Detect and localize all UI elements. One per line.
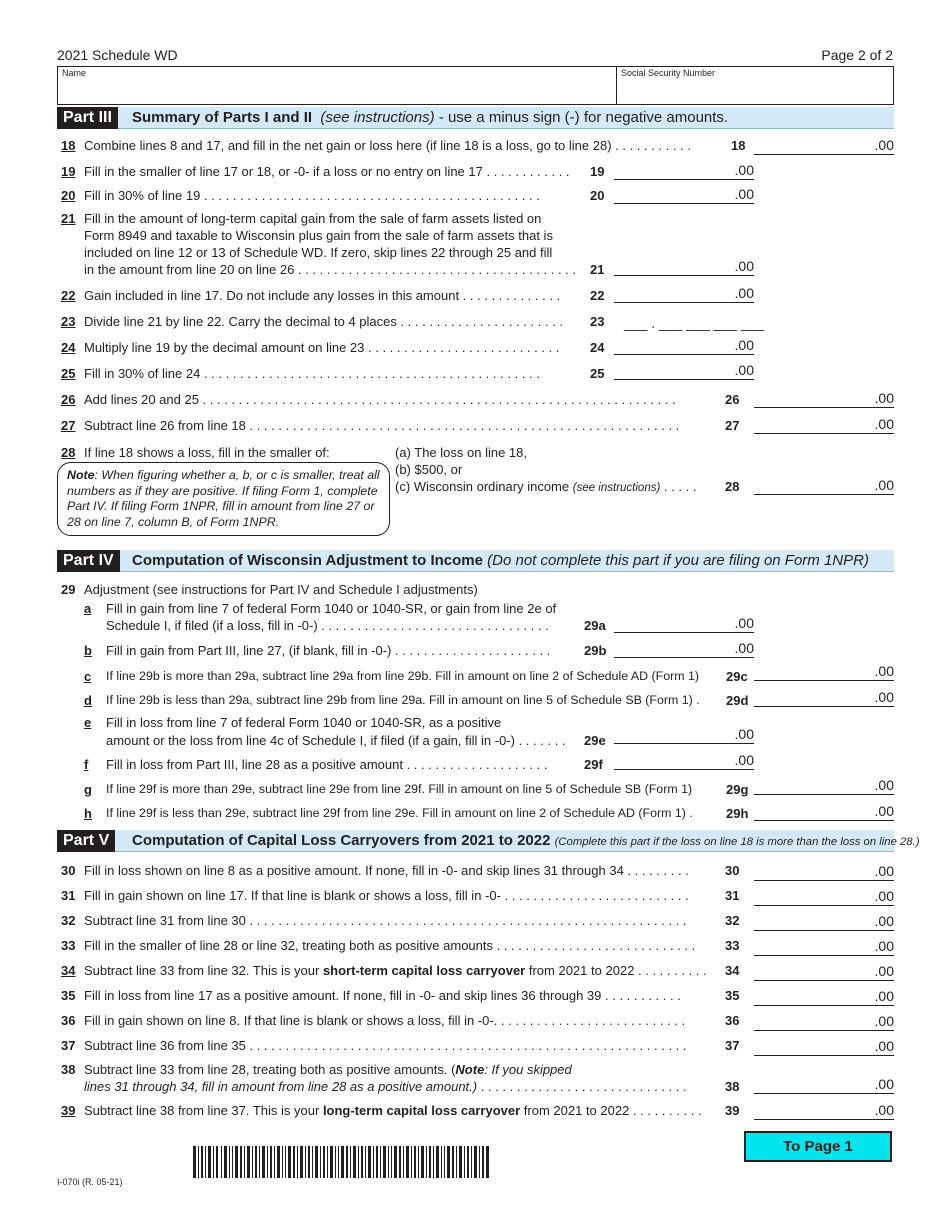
line-35-num: 35 — [61, 988, 76, 1003]
line-39-num: 39 — [61, 1103, 76, 1118]
line-27-text: Subtract line 26 from line 18 . . . . . . . . . . . . . . . . . . . . . . . . . . . . . . . . . . . . . . . . . . . . . . . . . . . . . . . . . . . . — [84, 418, 680, 433]
line-29f-letter: f — [84, 757, 89, 772]
line-29b-ref: 29b — [584, 643, 607, 658]
line-18-field[interactable]: .00 — [754, 137, 894, 155]
note-text: : When figuring whether a, b, or c is smaller, treat all numbers as if they are positive. If filing Form 1, complete Part IV. If filing Form 1NPR, fill in amount from line 27 or 28 on line 7, column B, of Form 1NPR. — [67, 468, 380, 529]
line-25-ref: 25 — [590, 366, 605, 381]
line-31-field[interactable]: .00 — [754, 888, 894, 906]
line-32-field[interactable]: .00 — [754, 913, 894, 931]
line-29a-text-2: Schedule I, if filed (if a loss, fill in -0-) . . . . . . . . . . . . . . . . . . . . . . . . . . . . . . . . — [106, 618, 549, 633]
line-38-field[interactable]: .00 — [754, 1076, 894, 1094]
line-35-text: Fill in loss from line 17 as a positive amount. If none, fill in -0- and skip lines 36 through 39 . . . . . . . . . . . — [84, 988, 681, 1003]
line-33-field[interactable]: .00 — [754, 938, 894, 956]
line-29f-text: Fill in loss from Part III, line 28 as a positive amount . . . . . . . . . . . . . . . . . . . . — [106, 757, 548, 772]
line-34-field[interactable]: .00 — [754, 963, 894, 981]
line-20-text: Fill in 30% of line 19 . . . . . . . . . . . . . . . . . . . . . . . . . . . . . . . . . . . . . . . . . . . . . . . — [84, 188, 540, 203]
to-page-1-button[interactable]: To Page 1 — [744, 1131, 892, 1162]
line-29g-field[interactable]: .00 — [754, 777, 894, 795]
line-28-num: 28 — [61, 445, 76, 460]
part3-header — [57, 107, 894, 129]
line-28-option-c: (c) Wisconsin ordinary income (see instructions) . . . . . — [395, 479, 697, 494]
line-23-text: Divide line 21 by line 22. Carry the decimal to 4 places . . . . . . . . . . . . . . . . . . . . . . . — [84, 314, 564, 329]
line-29d-letter: d — [84, 693, 92, 708]
line-20-num: 20 — [61, 188, 76, 203]
form-id: I-070i (R. 05-21) — [57, 1177, 123, 1187]
line-29-text: Adjustment (see instructions for Part IV and Schedule I adjustments) — [84, 582, 478, 597]
line-28-option-b: (b) $500, or — [395, 462, 463, 477]
line-22-num: 22 — [61, 288, 76, 303]
line-22-text: Gain included in line 17. Do not include any losses in this amount . . . . . . . . . . . . . . — [84, 288, 561, 303]
line-29-num: 29 — [61, 582, 76, 597]
line-19-ref: 19 — [590, 164, 605, 179]
line-28-field[interactable]: .00 — [754, 477, 894, 495]
line-29b-letter: b — [84, 643, 92, 658]
line-31-text: Fill in gain shown on line 17. If that line is blank or shows a loss, fill in -0- . . . . . . . . . . . . . . . . . . . . . . . . . . — [84, 888, 689, 903]
line-38-ref: 38 — [725, 1079, 740, 1094]
line-25-field[interactable]: .00 — [614, 362, 754, 380]
line-37-field[interactable]: .00 — [754, 1038, 894, 1056]
ssn-label: Social Security Number — [621, 68, 716, 78]
line-37-text: Subtract line 36 from line 35 . . . . . . . . . . . . . . . . . . . . . . . . . . . . . . . . . . . . . . . . . . . . . . . . . . . . . . . . . . . . . — [84, 1038, 687, 1053]
line-32-num: 32 — [61, 913, 76, 928]
line-29g-letter: g — [84, 782, 92, 797]
line-29e-text-2: amount or the loss from line 4c of Schedule I, if filed (if a gain, fill in -0-) . . . . . . . — [106, 733, 566, 748]
line-24-field[interactable]: .00 — [614, 337, 754, 355]
line-30-num: 30 — [61, 863, 76, 878]
line-22-ref: 22 — [590, 288, 605, 303]
line-30-text: Fill in loss shown on line 8 as a positive amount. If none, fill in -0- and skip lines 31 through 34 . . . . . . . . . — [84, 863, 689, 878]
line-29a-letter: a — [84, 601, 92, 616]
line-35-field[interactable]: .00 — [754, 988, 894, 1006]
line-29e-field[interactable]: .00 — [614, 726, 754, 744]
line-39-field[interactable]: .00 — [754, 1102, 894, 1120]
line-21-text-3: included on line 12 or 13 of Schedule WD. If zero, skip lines 22 through 25 and fill — [84, 245, 553, 260]
line-29d-ref: 29d — [726, 693, 749, 708]
part3-subtitle: (see instructions) — [320, 109, 435, 126]
line-18-num: 18 — [61, 138, 76, 153]
line-21-num: 21 — [61, 211, 76, 226]
line-34-text: Subtract line 33 from line 32. This is your short-term capital loss carryover from 2021 to 2022 . . . . . . . . . . — [84, 963, 707, 978]
line-20-ref: 20 — [590, 188, 605, 203]
line-29h-letter: h — [84, 806, 92, 821]
barcode-icon — [193, 1146, 489, 1178]
line-27-ref: 27 — [725, 418, 740, 433]
line-27-num: 27 — [61, 418, 76, 433]
line-26-ref: 26 — [725, 392, 740, 407]
line-39-ref: 39 — [725, 1103, 740, 1118]
line-24-num: 24 — [61, 340, 76, 355]
part3-title: Summary of Parts I and II — [132, 109, 313, 126]
part3-tag: Part III — [57, 107, 118, 129]
line-29b-text: Fill in gain from Part III, line 27, (if blank, fill in -0-) . . . . . . . . . . . . . . . . . . . . . . — [106, 643, 551, 658]
part5-header — [57, 830, 920, 852]
line-28-ref: 28 — [725, 479, 740, 494]
line-21-text-4: in the amount from line 20 on line 26 . . . . . . . . . . . . . . . . . . . . . . . . . . . . . . . . . . . . . . . — [84, 262, 577, 277]
line-25-num: 25 — [61, 366, 76, 381]
line-28-text: If line 18 shows a loss, fill in the smaller of: — [84, 445, 330, 460]
line-36-ref: 36 — [725, 1013, 740, 1028]
line-19-field[interactable]: .00 — [614, 162, 754, 180]
part5-title: Computation of Capital Loss Carryovers from 2021 to 2022 — [132, 832, 551, 849]
line-27-field[interactable]: .00 — [754, 416, 894, 434]
line-21-text-1: Fill in the amount of long-term capital gain from the sale of farm assets listed on — [84, 211, 542, 226]
part3-desc: - use a minus sign (-) for negative amounts. — [438, 109, 729, 126]
line-29g-text: If line 29f is more than 29e, subtract line 29e from line 29f. Fill in amount on line 5 of Schedule SB (Form 1) — [106, 782, 693, 796]
line-36-field[interactable]: .00 — [754, 1013, 894, 1031]
line-29c-ref: 29c — [726, 669, 748, 684]
name-ssn-box — [57, 66, 894, 105]
line-29c-field[interactable]: .00 — [754, 663, 894, 681]
line-29f-ref: 29f — [584, 757, 603, 772]
line-37-ref: 37 — [725, 1038, 740, 1053]
part5-tag: Part V — [57, 830, 115, 852]
line-38-text-2: lines 31 through 34, fill in amount from line 28 as a positive amount.) . . . . . . . . . . . . . . . . . . . . . . . . . . . . . — [84, 1079, 687, 1094]
line-34-ref: 34 — [725, 963, 740, 978]
line-37-num: 37 — [61, 1038, 76, 1053]
line-33-ref: 33 — [725, 938, 740, 953]
line-23-ref: 23 — [590, 314, 605, 329]
line-23-decimal-field[interactable]: ___ . ___ ___ ___ ___ — [624, 315, 765, 331]
line-29d-field[interactable]: .00 — [754, 689, 894, 707]
line-30-ref: 30 — [725, 863, 740, 878]
line-38-num: 38 — [61, 1062, 76, 1077]
line-30-field[interactable]: .00 — [754, 863, 894, 881]
line-21-text-2: Form 8949 and taxable to Wisconsin plus gain from the sale of farm assets that is — [84, 228, 553, 243]
line-36-num: 36 — [61, 1013, 76, 1028]
line-20-field[interactable]: .00 — [614, 186, 754, 204]
line-29b-field[interactable]: .00 — [614, 640, 754, 658]
part5-desc: (Complete this part if the loss on line 18 is more than the loss on line 28.) — [554, 836, 920, 848]
line-19-text: Fill in the smaller of line 17 or 18, or -0- if a loss or no entry on line 17 . . . . . . . . . . . . — [84, 164, 570, 179]
part4-tag: Part IV — [57, 550, 120, 572]
line-23-num: 23 — [61, 314, 76, 329]
form-title: 2021 Schedule WD — [57, 47, 178, 63]
line-35-ref: 35 — [725, 988, 740, 1003]
line-24-ref: 24 — [590, 340, 605, 355]
line-36-text: Fill in gain shown on line 8. If that line is blank or shows a loss, fill in -0-. . . . . . . . . . . . . . . . . . . . . . . . . . . — [84, 1013, 686, 1028]
line-29a-text-1: Fill in gain from line 7 of federal Form 1040 or 1040-SR, or gain from line 2e of — [106, 601, 557, 616]
part4-desc: (Do not complete this part if you are filing on Form 1NPR) — [487, 552, 869, 569]
line-29h-text: If line 29f is less than 29e, subtract line 29f from line 29e. Fill in amount on line 2 of Schedule AD (Form 1) . — [106, 806, 693, 820]
line-33-text: Fill in the smaller of line 28 or line 32, treating both as positive amounts . . . . . . . . . . . . . . . . . . . . . . . . . . . . — [84, 938, 696, 953]
line-29a-ref: 29a — [584, 618, 606, 633]
name-label: Name — [62, 68, 87, 78]
page-number: Page 2 of 2 — [821, 47, 893, 63]
line-31-ref: 31 — [725, 888, 740, 903]
line-29e-letter: e — [84, 715, 92, 730]
line-32-text: Subtract line 31 from line 30 . . . . . . . . . . . . . . . . . . . . . . . . . . . . . . . . . . . . . . . . . . . . . . . . . . . . . . . . . . . . . — [84, 913, 687, 928]
line-22-field[interactable]: .00 — [614, 285, 754, 303]
line-19-num: 19 — [61, 164, 76, 179]
line-32-ref: 32 — [725, 913, 740, 928]
line-29c-letter: c — [84, 669, 92, 684]
line-26-text: Add lines 20 and 25 . . . . . . . . . . . . . . . . . . . . . . . . . . . . . . . . . . . . . . . . . . . . . . . . . . . . . . . . . . . . . . . . . . — [84, 392, 676, 407]
line-29g-ref: 29g — [726, 782, 749, 797]
line-38-text-1: Subtract line 33 from line 28, treating both as positive amounts. (Note: If you skipped — [84, 1062, 572, 1077]
line-29h-field[interactable]: .00 — [754, 803, 894, 821]
line-31-num: 31 — [61, 888, 76, 903]
line-29a-field[interactable]: .00 — [614, 615, 754, 633]
line-25-text: Fill in 30% of line 24 . . . . . . . . . . . . . . . . . . . . . . . . . . . . . . . . . . . . . . . . . . . . . . . — [84, 366, 540, 381]
line-26-field[interactable]: .00 — [754, 390, 894, 408]
line-29f-field[interactable]: .00 — [614, 752, 754, 770]
line-21-field[interactable]: .00 — [614, 258, 754, 276]
line-29h-ref: 29h — [726, 806, 749, 821]
line-28-option-a: (a) The loss on line 18, — [395, 445, 527, 460]
part4-title: Computation of Wisconsin Adjustment to Income — [132, 552, 483, 569]
line-29d-text: If line 29b is less than 29a, subtract line 29b from line 29a. Fill in amount on line 5 of Schedule SB (Form 1) . — [106, 693, 700, 707]
note-box — [57, 462, 390, 536]
line-29c-text: If line 29b is more than 29a, subtract line 29a from line 29b. Fill in amount on line 2 of Schedule AD (Form 1) — [106, 669, 699, 683]
line-39-text: Subtract line 38 from line 37. This is your long-term capital loss carryover from 2021 to 2022 . . . . . . . . . . — [84, 1103, 702, 1118]
line-34-num: 34 — [61, 963, 76, 978]
note-label: Note — [67, 468, 95, 482]
part4-header — [57, 550, 894, 572]
line-29e-text-1: Fill in loss from line 7 of federal Form 1040 or 1040-SR, as a positive — [106, 715, 502, 730]
line-29e-ref: 29e — [584, 733, 606, 748]
line-26-num: 26 — [61, 392, 76, 407]
line-18-ref: 18 — [731, 138, 746, 153]
line-18-text: Combine lines 8 and 17, and fill in the net gain or loss here (if line 18 is a loss, go to line 28) . . . . . . . . . . . — [84, 138, 691, 153]
line-24-text: Multiply line 19 by the decimal amount on line 23 . . . . . . . . . . . . . . . . . . . . . . . . . . . — [84, 340, 560, 355]
line-21-ref: 21 — [590, 262, 605, 277]
line-33-num: 33 — [61, 938, 76, 953]
